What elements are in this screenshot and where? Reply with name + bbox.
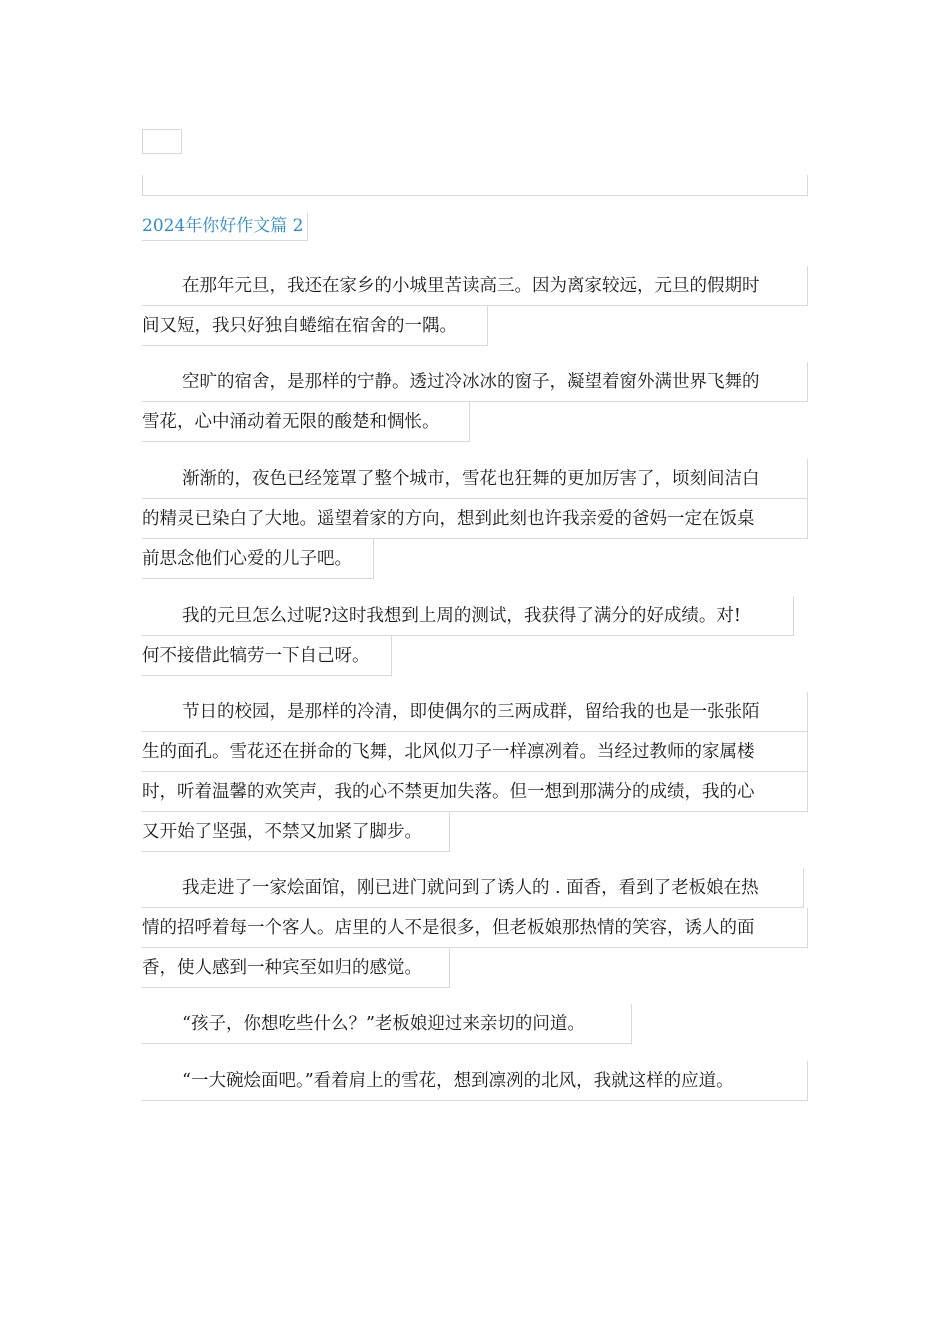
paragraph-line: 渐渐的，夜色已经笼罩了整个城市，雪花也狂舞的更加厉害了，顷刻间洁白 <box>142 459 808 499</box>
paragraph-line: 情的招呼着每一个客人。店里的人不是很多，但老板娘那热情的笑容，诱人的面 <box>142 908 808 948</box>
paragraph-line: “孩子，你想吃些什么？”老板娘迎过来亲切的问道。 <box>142 1004 632 1044</box>
paragraph-line: 我的元旦怎么过呢?这时我想到上周的测试，我获得了满分的好成绩。对! <box>142 596 794 636</box>
paragraph-2 <box>142 362 808 442</box>
paragraph-4 <box>142 596 808 676</box>
paragraph-line: 生的面孔。雪花还在拼命的飞舞，北风似刀子一样凛冽着。当经过教师的家属楼 <box>142 732 808 772</box>
paragraph-line: 我走进了一家烩面馆，刚已进门就问到了诱人的 . 面香，看到了老板娘在热 <box>142 868 804 908</box>
paragraph-line: 何不接借此犒劳一下自己呀。 <box>142 636 392 676</box>
paragraph-line: 时，听着温馨的欢笑声，我的心不禁更加失落。但一想到那满分的成绩，我的心 <box>142 772 808 812</box>
paragraph-line: “一大碗烩面吧。”看着肩上的雪花，想到凛冽的北风，我就这样的应道。 <box>142 1061 808 1101</box>
paragraph-1 <box>142 266 808 346</box>
header-rule <box>142 175 808 196</box>
paragraph-line: 前思念他们心爱的儿子吧。 <box>142 539 374 579</box>
paragraph-line: 空旷的宿舍，是那样的宁静。透过冷冰冰的窗子，凝望着窗外满世界飞舞的 <box>142 362 808 402</box>
paragraph-line: 间又短，我只好独自蜷缩在宿舍的一隅。 <box>142 306 488 346</box>
paragraph-5 <box>142 692 808 852</box>
paragraph-line: 香，使人感到一种宾至如归的感觉。 <box>142 948 450 988</box>
paragraph-line: 的精灵已染白了大地。遥望着家的方向，想到此刻也许我亲爱的爸妈一定在饭桌 <box>142 499 808 539</box>
paragraph-7 <box>142 1004 808 1044</box>
paragraph-8 <box>142 1061 808 1101</box>
paragraph-line: 在那年元旦，我还在家乡的小城里苦读高三。因为离家较远，元旦的假期时 <box>142 266 808 306</box>
paragraph-line: 雪花，心中涌动着无限的酸楚和惆怅。 <box>142 402 470 442</box>
header-box <box>142 129 182 154</box>
paragraph-line: 又开始了坚强，不禁又加紧了脚步。 <box>142 812 450 852</box>
paragraph-line: 节日的校园，是那样的冷清，即使偶尔的三两成群，留给我的也是一张张陌 <box>142 692 808 732</box>
paragraph-6 <box>142 868 808 988</box>
section-title: 2024年你好作文篇 2 <box>142 213 308 241</box>
paragraph-3 <box>142 459 808 579</box>
